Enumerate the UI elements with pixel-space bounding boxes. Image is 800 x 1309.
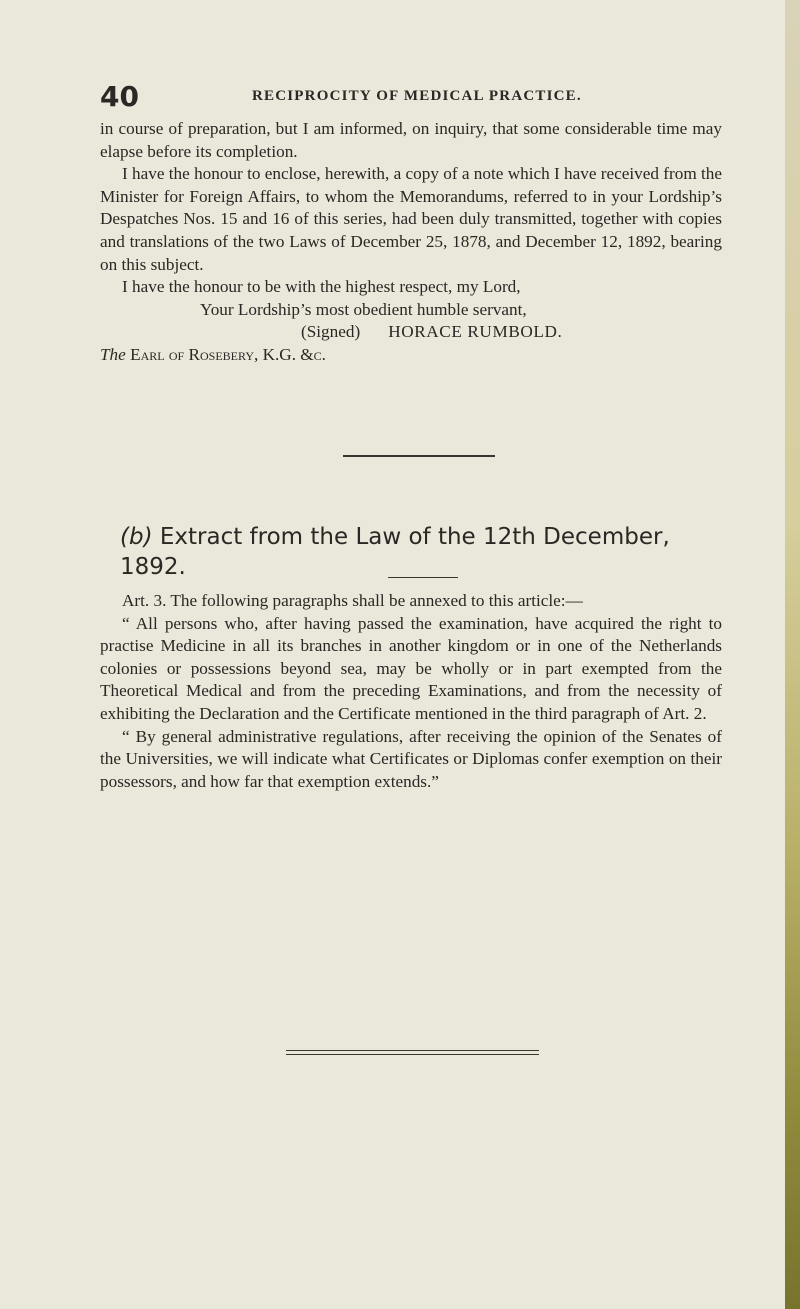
end-rule-bottom: [286, 1054, 539, 1055]
signed-label: (Signed): [301, 322, 361, 342]
section-label: (b): [120, 524, 153, 550]
letter-closing: Your Lordship’s most obedient humble servant,: [200, 299, 527, 319]
letter-paragraph-enclosure: I have the honour to enclose, herewith, a copy of a note which I have received from the Minister for Foreign Affairs, to whom the Memorandums, referred to in your Lordship’s Despatches Nos. 15 and 16 of this series, had been duly transmitted, together with copies and translations of the two Laws of December 25, 1878, and December 12, 1892, bearing on this subject.: [100, 164, 722, 274]
letter-addressee: [100, 344, 722, 367]
letter-signature: [100, 321, 722, 344]
signer-name: HORACE RUMBOLD.: [388, 322, 563, 342]
law-paragraph-article: Art. 3. The following paragraphs shall be annexed to this article:—: [122, 591, 583, 610]
end-rule-top: [286, 1050, 539, 1051]
page-edge-shadow: [785, 0, 800, 1309]
law-paragraph-regulations: “ By general administrative regulations, after receiving the opinion of the Senates of the Universities, we will indicate what Certificates or Diplomas confer exemption on their possessors, and how far that exemption extends.”: [100, 726, 722, 791]
law-paragraph-exemption: “ All persons who, after having passed the examination, have acquired the right to practise Medicine in all its branches in another kingdom or in one of the Netherlands colonies or possessions beyond sea, may be wholly or in part exempted from the Theoretical Medical and from the preceding Examinations, and from the necessity of exhibiting the Declaration and the Certificate mentioned in the third paragraph of Art. 2.: [100, 613, 722, 723]
running-title: RECIPROCITY OF MEDICAL PRACTICE.: [252, 88, 582, 104]
page-header: [100, 82, 700, 112]
section-heading: [120, 522, 720, 582]
addressee-article: The: [100, 344, 126, 364]
letter-body: [100, 118, 722, 367]
heading-underline: [388, 577, 458, 578]
letter-paragraph-respect: I have the honour to be with the highest respect, my Lord,: [122, 277, 521, 297]
law-extract-body: [100, 590, 722, 793]
letter-paragraph-continued: in course of preparation, but I am informed, on inquiry, that some considerable time may elapse before its completion.: [100, 119, 722, 161]
addressee-name: Earl of Rosebery, K.G. &c.: [130, 344, 326, 364]
page-number: 40: [100, 80, 139, 113]
section-divider: [343, 455, 495, 457]
section-title: Extract from the Law of the 12th December, 1892.: [120, 524, 670, 580]
